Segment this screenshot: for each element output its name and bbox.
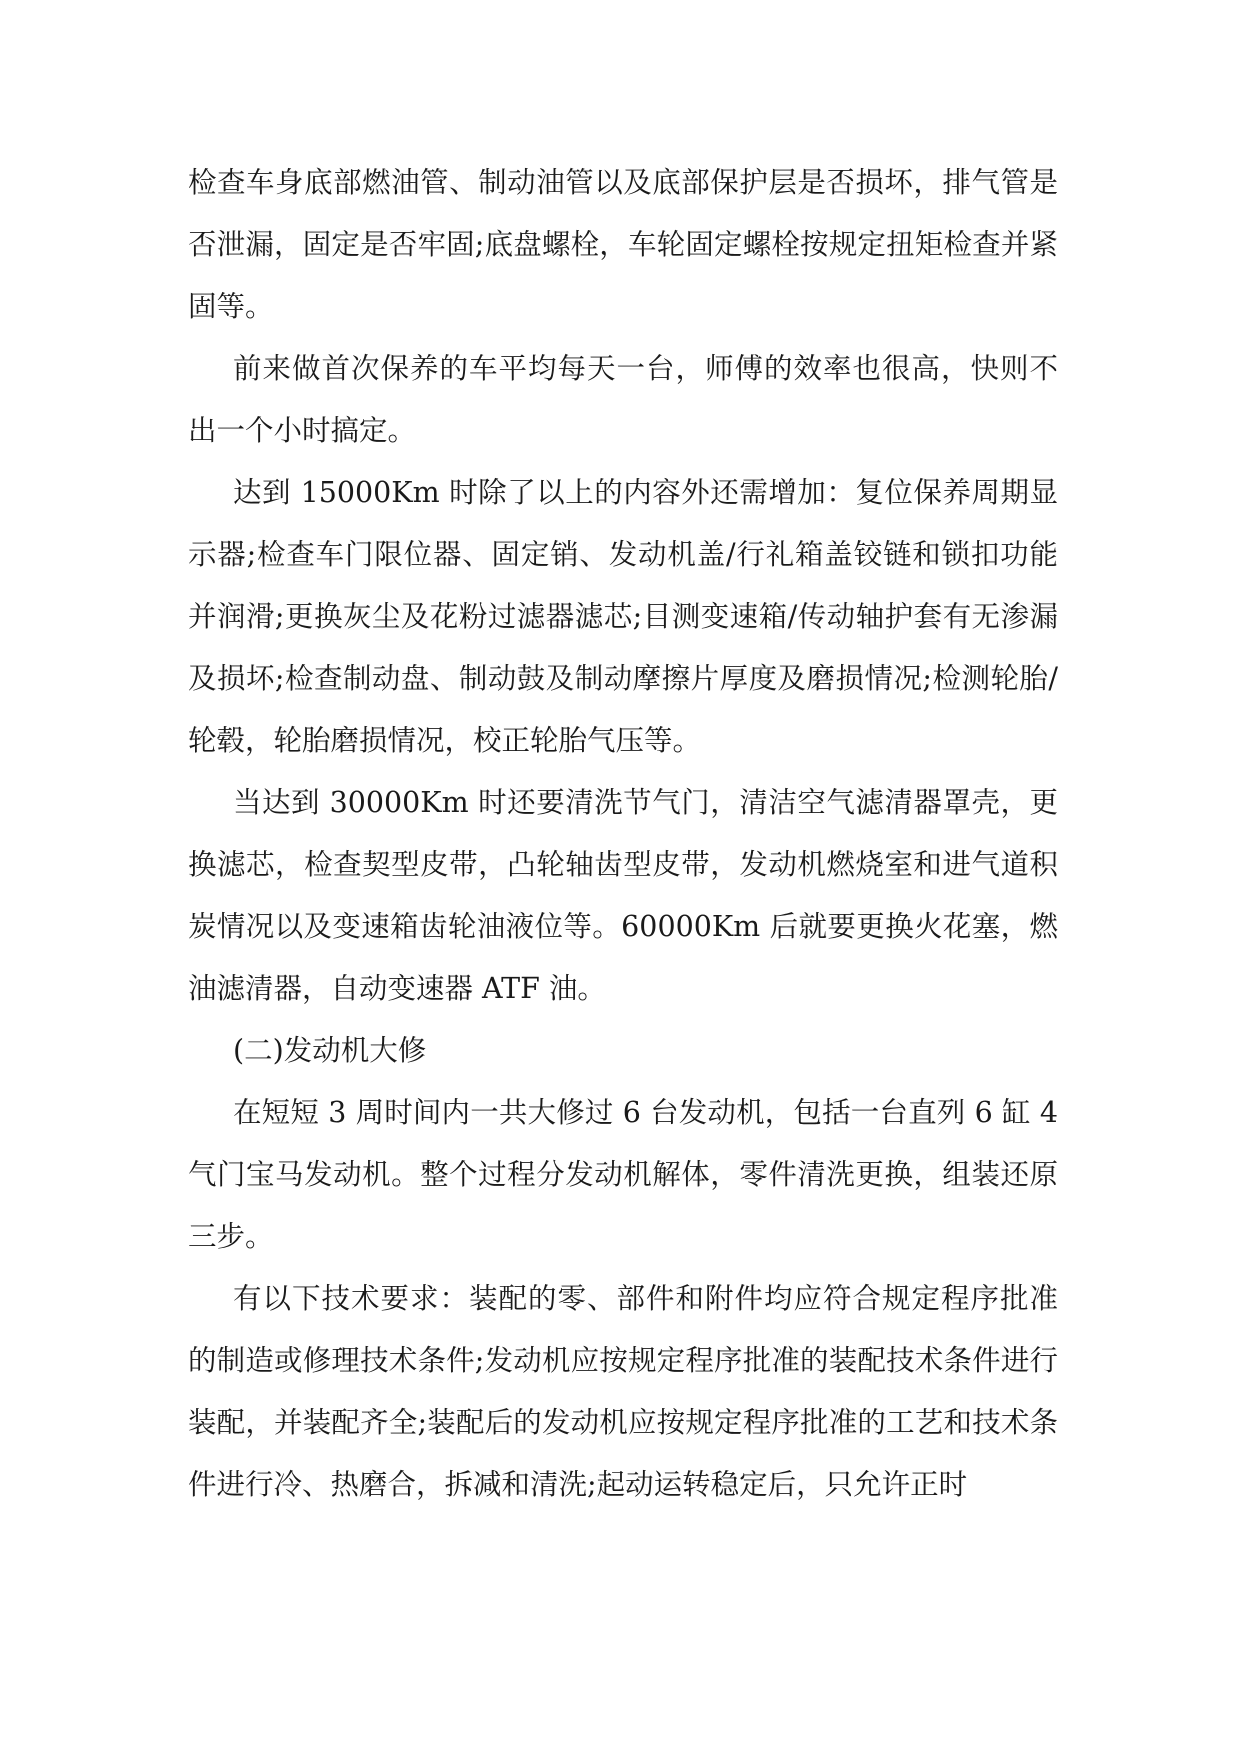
section-heading: (二)发动机大修 — [233, 1034, 427, 1067]
paragraph-engine-overhaul: 在短短 3 周时间内一共大修过 6 台发动机，包括一台直列 6 缸 4 气门宝马发动机。整个过程分发动机解体，零件清洗更换，组装还原三步。 — [188, 1096, 1058, 1253]
paragraph-technical-requirements: 有以下技术要求：装配的零、部件和附件均应符合规定程序批准的制造或修理技术条件;发动机应按规定程序批准的装配技术条件进行装配，并装配齐全;装配后的发动机应按规定程序批准的工艺和技术条件进行冷、热磨合，拆减和清洗;起动运转稳定后，只允许正时 — [188, 1282, 1058, 1501]
paragraph-maintenance-30000: 当达到 30000Km 时还要清洗节气门，清洁空气滤清器罩壳，更换滤芯，检查契型皮带，凸轮轴齿型皮带，发动机燃烧室和进气道积炭情况以及变速箱齿轮油液位等。60000Km 后就要更换火花塞，燃油滤清器，自动变速器 ATF 油。 — [188, 786, 1058, 1005]
paragraph-first-maintenance: 前来做首次保养的车平均每天一台，师傅的效率也很高，快则不出一个小时搞定。 — [188, 352, 1058, 447]
paragraph-underbody-inspection: 检查车身底部燃油管、制动油管以及底部保护层是否损坏，排气管是否泄漏，固定是否牢固;底盘螺栓，车轮固定螺栓按规定扭矩检查并紧固等。 — [188, 166, 1058, 323]
paragraph-maintenance-15000: 达到 15000Km 时除了以上的内容外还需增加：复位保养周期显示器;检查车门限位器、固定销、发动机盖/行礼箱盖铰链和锁扣功能并润滑;更换灰尘及花粉过滤器滤芯;目测变速箱/传动轴护套有无渗漏及损坏;检查制动盘、制动鼓及制动摩擦片厚度及磨损情况;检测轮胎/轮毂，轮胎磨损情况，校正轮胎气压等。 — [188, 476, 1058, 757]
body-text — [188, 152, 1058, 1516]
